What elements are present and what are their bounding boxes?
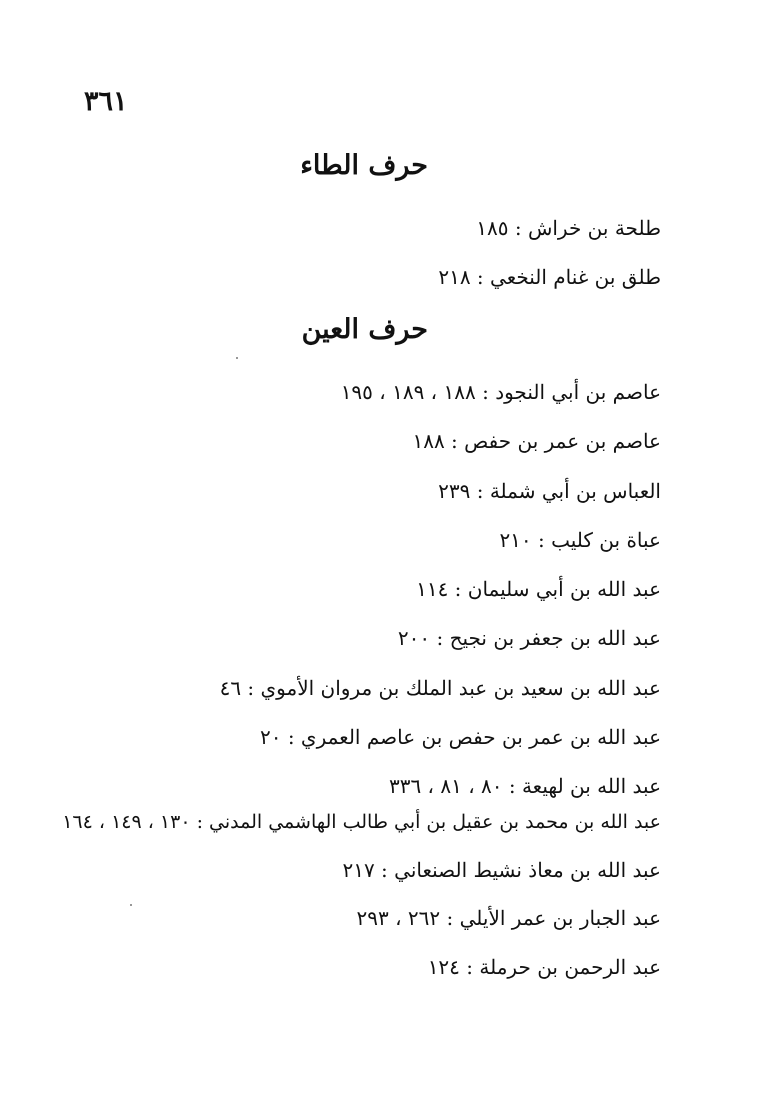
index-entry: عاصم بن أبي النجود : ١٨٨ ، ١٨٩ ، ١٩٥ [340,380,661,404]
index-entry: عبد الجبار بن عمر الأيلي : ٢٦٢ ، ٢٩٣ [356,906,661,930]
index-entry: عبد الله بن جعفر بن نجيح : ٢٠٠ [397,626,661,650]
section-heading-ain: حرف العين [301,314,428,345]
index-entry: عبد الله بن معاذ نشيط الصنعاني : ٢١٧ [342,858,661,882]
scan-speck [130,904,132,906]
index-entry: عبد الله بن عمر بن حفص بن عاصم العمري : ٢٠ [259,725,661,749]
index-entry: عاصم بن عمر بن حفص : ١٨٨ [412,429,661,453]
scan-speck [236,357,238,359]
index-entry: عبد الله بن أبي سليمان : ١١٤ [416,577,661,601]
index-entry: عبد الرحمن بن حرملة : ١٢٤ [427,955,661,979]
index-entry: العباس بن أبي شملة : ٢٣٩ [438,479,661,503]
index-entry: عباة بن كليب : ٢١٠ [499,528,661,552]
index-entry: عبد الله بن سعيد بن عبد الملك بن مروان الأموي : ٤٦ [219,676,661,700]
section-heading-ta: حرف الطاء [300,150,428,181]
index-entry: عبد الله بن لهيعة : ٨٠ ، ٨١ ، ٣٣٦ [388,774,661,798]
page-number: ٣٦١ [84,86,128,117]
index-entry: طلحة بن خراش : ١٨٥ [476,216,661,240]
index-entry: عبد الله بن محمد بن عقيل بن أبي طالب الهاشمي المدني : ١٣٠ ، ١٤٩ ، ١٦٤ [62,811,661,833]
index-entry: طلق بن غنام النخعي : ٢١٨ [438,265,661,289]
